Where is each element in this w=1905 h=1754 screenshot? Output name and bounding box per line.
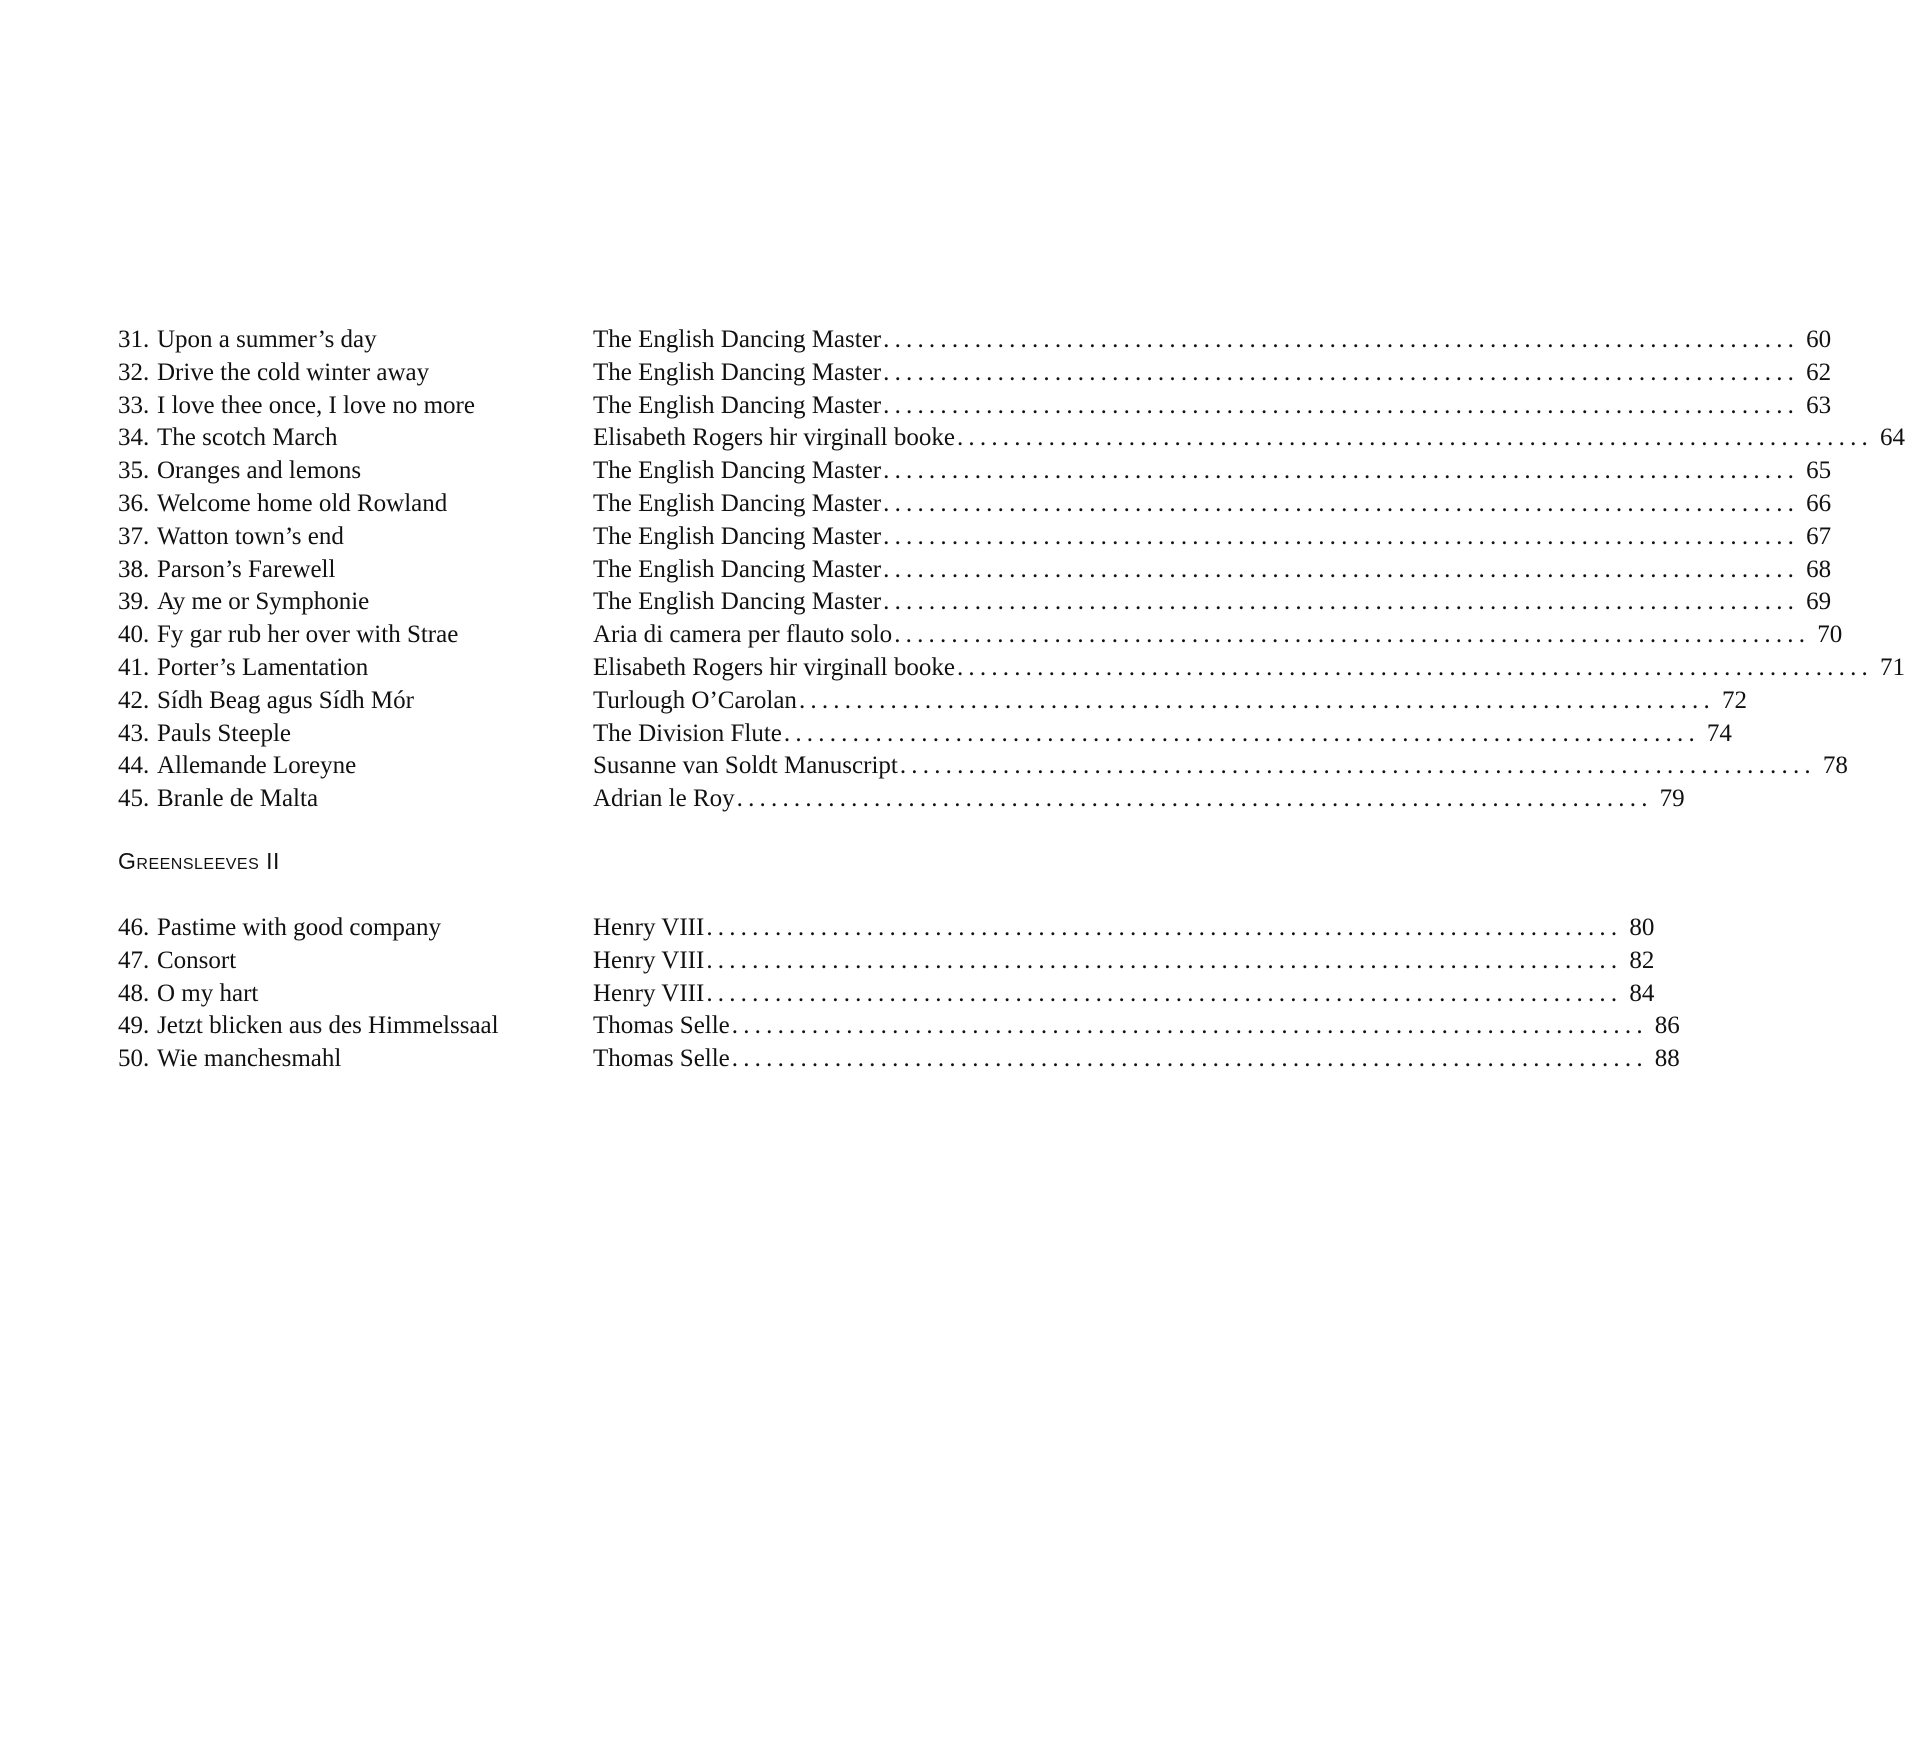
dot-leader: ................................................................................	[899, 752, 1816, 780]
entry-source: Turlough O’Carolan	[593, 686, 797, 714]
entry-source: The English Dancing Master	[593, 391, 882, 419]
entry-title: Pastime with good company	[157, 914, 441, 941]
entry-source: The English Dancing Master	[593, 457, 882, 485]
toc-entry	[118, 783, 1685, 816]
entry-number: 43.	[118, 719, 150, 747]
entry-number: 37.	[118, 522, 150, 550]
toc-entry	[118, 521, 1832, 554]
entry-source: Henry VIII	[593, 979, 705, 1007]
toc-entry	[118, 718, 1732, 751]
dot-leader: ................................................................................	[883, 391, 1800, 419]
entry-title: Oranges and lemons	[157, 457, 362, 485]
toc-entry	[118, 652, 1905, 685]
dot-leader: ................................................................................	[883, 489, 1800, 517]
entry-source: Susanne van Soldt Manuscript	[593, 752, 898, 780]
entry-source: Adrian le Roy	[593, 785, 735, 813]
entry-page: 67	[1806, 522, 1832, 550]
entry-source: The English Dancing Master	[593, 555, 882, 583]
entry-number: 38.	[118, 555, 150, 583]
dot-leader: ................................................................................	[798, 686, 1715, 714]
entry-page: 86	[1654, 1012, 1680, 1040]
entry-number: 46.	[118, 914, 150, 941]
entry-title: The scotch March	[157, 424, 338, 452]
entry-number: 41.	[118, 653, 150, 681]
entry-source: The English Dancing Master	[593, 588, 882, 616]
entry-number: 44.	[118, 752, 150, 780]
entry-page: 69	[1806, 588, 1832, 616]
entry-number: 31.	[118, 326, 150, 353]
entry-source: Thomas Selle	[593, 1012, 730, 1040]
section-heading: Greensleeves II	[118, 848, 280, 874]
entry-number: 42.	[118, 686, 150, 714]
entry-page: 60	[1806, 326, 1832, 353]
entry-title: Porter’s Lamentation	[157, 653, 369, 681]
entry-title: Upon a summer’s day	[157, 326, 377, 353]
entry-page: 79	[1659, 785, 1685, 813]
entry-source: Henry VIII	[593, 914, 705, 941]
entry-page: 72	[1721, 686, 1747, 714]
toc-entry	[118, 357, 1832, 390]
entry-title: Consort	[157, 946, 237, 974]
entry-source: Elisabeth Rogers hir virginall booke	[593, 653, 955, 681]
dot-leader: ................................................................................	[731, 1012, 1648, 1040]
entry-number: 45.	[118, 785, 150, 813]
entry-source: The English Dancing Master	[593, 326, 882, 353]
entry-source: Thomas Selle	[593, 1045, 730, 1073]
entry-page: 63	[1806, 391, 1832, 419]
entry-title: Wie manchesmahl	[157, 1045, 342, 1073]
entry-title: Ay me or Symphonie	[157, 588, 370, 616]
dot-leader: ................................................................................	[883, 588, 1800, 616]
dot-leader: ................................................................................	[894, 621, 1811, 649]
dot-leader: ................................................................................	[883, 522, 1800, 550]
dot-leader: ................................................................................	[956, 424, 1873, 452]
entry-page: 62	[1806, 358, 1832, 386]
toc-entry	[118, 750, 1848, 783]
entry-source: The English Dancing Master	[593, 522, 882, 550]
dot-leader: ................................................................................	[883, 358, 1800, 386]
entry-source: Henry VIII	[593, 946, 705, 974]
entry-page: 66	[1806, 489, 1832, 517]
dot-leader: ................................................................................	[883, 457, 1800, 485]
entry-title: Watton town’s end	[157, 522, 344, 550]
entry-title: Fy gar rub her over with Strae	[157, 621, 459, 649]
entry-page: 65	[1806, 457, 1832, 485]
entry-title: Sídh Beag agus Sídh Mór	[157, 686, 414, 714]
entry-title: Drive the cold winter away	[157, 358, 430, 386]
entry-source: The Division Flute	[593, 719, 782, 747]
entry-number: 48.	[118, 979, 150, 1007]
entry-page: 82	[1629, 946, 1655, 974]
toc-entry	[118, 685, 1747, 718]
entry-page: 64	[1879, 424, 1905, 452]
toc-list-part1	[118, 324, 1905, 816]
dot-leader: ................................................................................	[706, 946, 1623, 974]
toc-entry	[118, 619, 1843, 652]
toc-entry	[118, 488, 1832, 521]
toc-entry	[118, 1010, 1680, 1043]
entry-source: Aria di camera per flauto solo	[593, 621, 893, 649]
entry-page: 71	[1879, 653, 1905, 681]
entry-page: 74	[1706, 719, 1732, 747]
toc-entry	[118, 554, 1832, 587]
entry-page: 68	[1806, 555, 1832, 583]
entry-title: Allemande Loreyne	[157, 752, 357, 780]
entry-number: 35.	[118, 457, 150, 485]
dot-leader: ................................................................................	[736, 785, 1653, 813]
entry-number: 32.	[118, 358, 150, 386]
toc-entry	[118, 324, 1832, 357]
entry-number: 50.	[118, 1045, 150, 1073]
toc-entry	[118, 455, 1832, 488]
toc-entry	[118, 1043, 1680, 1076]
entry-source: The English Dancing Master	[593, 358, 882, 386]
dot-leader: ................................................................................	[956, 653, 1873, 681]
toc-list-part2	[118, 912, 1680, 1076]
toc-entry	[118, 945, 1655, 978]
entry-title: I love thee once, I love no more	[157, 391, 475, 419]
entry-number: 40.	[118, 621, 150, 649]
entry-source: Elisabeth Rogers hir virginall booke	[593, 424, 955, 452]
dot-leader: ................................................................................	[883, 326, 1800, 353]
dot-leader: ................................................................................	[883, 555, 1800, 583]
entry-page: 78	[1822, 752, 1848, 780]
entry-title: O my hart	[157, 979, 259, 1007]
entry-page: 80	[1629, 914, 1655, 941]
toc-entry	[118, 586, 1832, 619]
dot-leader: ................................................................................	[731, 1045, 1648, 1073]
dot-leader: ................................................................................	[706, 979, 1623, 1007]
entry-page: 84	[1629, 979, 1655, 1007]
toc-entry	[118, 422, 1905, 455]
toc-entry	[118, 978, 1655, 1011]
toc-entry	[118, 390, 1832, 423]
entry-title: Pauls Steeple	[157, 719, 292, 747]
entry-page: 70	[1817, 621, 1843, 649]
toc-entry	[118, 912, 1655, 945]
entry-number: 34.	[118, 424, 150, 452]
entry-title: Jetzt blicken aus des Himmelssaal	[157, 1012, 499, 1040]
entry-number: 33.	[118, 391, 150, 419]
entry-source: The English Dancing Master	[593, 489, 882, 517]
dot-leader: ................................................................................	[706, 914, 1623, 941]
entry-number: 36.	[118, 489, 150, 517]
entry-title: Parson’s Farewell	[157, 555, 336, 583]
entry-title: Welcome home old Rowland	[157, 489, 448, 517]
dot-leader: ................................................................................	[783, 719, 1700, 747]
entry-title: Branle de Malta	[157, 785, 319, 813]
entry-page: 88	[1654, 1045, 1680, 1073]
entry-number: 49.	[118, 1012, 150, 1040]
entry-number: 47.	[118, 946, 150, 974]
entry-number: 39.	[118, 588, 150, 616]
